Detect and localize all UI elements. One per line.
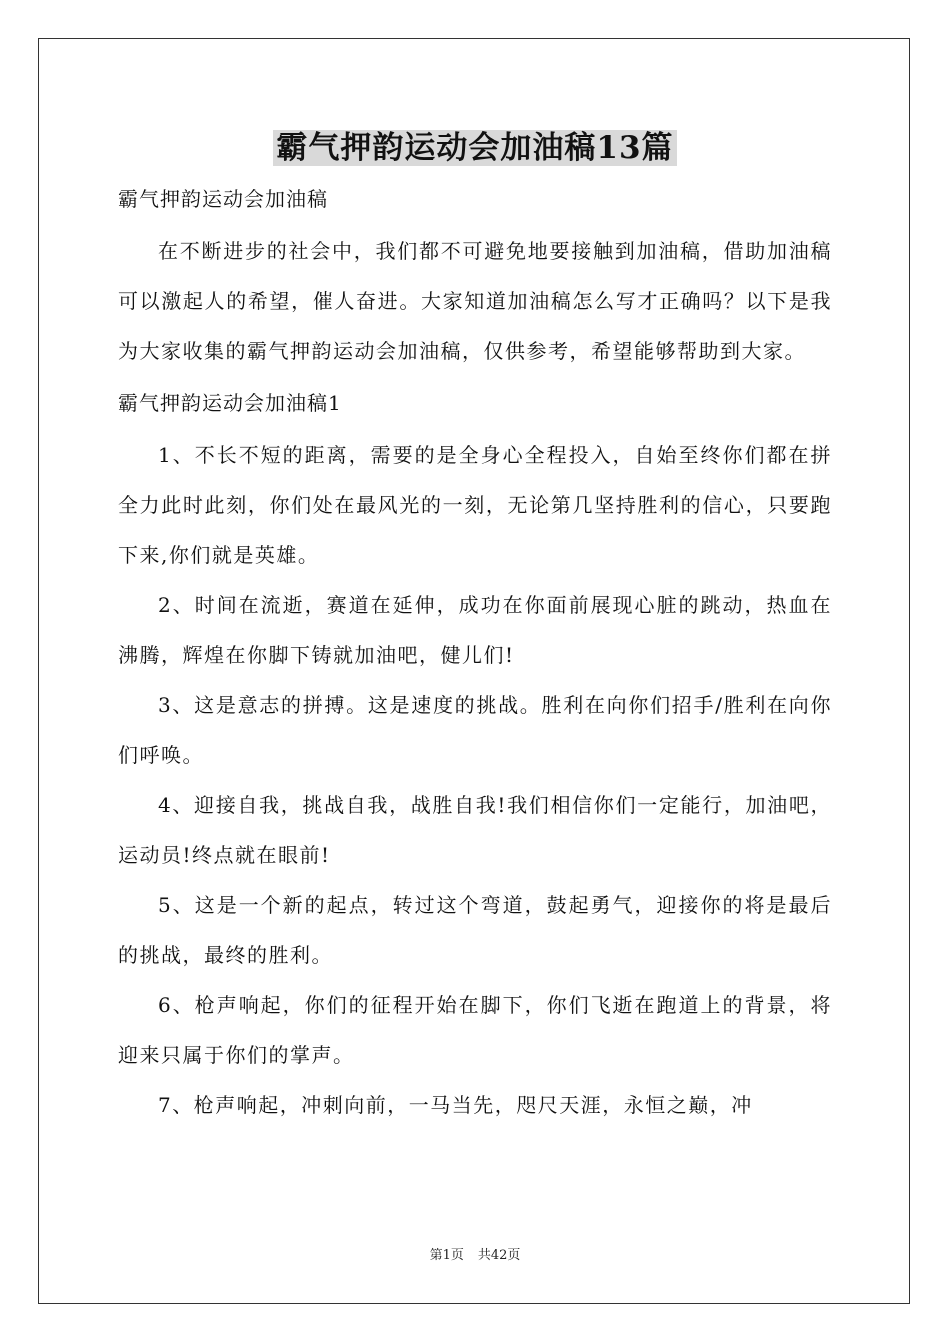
section-heading: 霸气押韵运动会加油稿1 [118,391,342,415]
cheer-paragraph-5: 5、这是一个新的起点，转过这个弯道，鼓起勇气，迎接你的将是最后的挑战，最终的胜利。 [118,893,832,967]
document-subtitle: 霸气押韵运动会加油稿 [118,187,328,211]
page-footer [0,1246,950,1266]
cheer-paragraph-7: 7、枪声响起，冲刺向前，一马当先，咫尺天涯，永恒之巅，冲 [158,1093,753,1117]
cheer-paragraph-2: 2、时间在流逝，赛道在延伸，成功在你面前展现心脏的跳动，热血在沸腾，辉煌在你脚下铸就加油吧，健儿们! [118,593,832,667]
cheer-paragraph-6: 6、枪声响起，你们的征程开始在脚下，你们飞逝在跑道上的背景，将迎来只属于你们的掌声。 [118,993,832,1067]
document-title [0,126,950,170]
cheer-paragraph-4: 4、迎接自我，挑战自我，战胜自我!我们相信你们一定能行，加油吧，运动员!终点就在眼前! [118,793,832,867]
intro-paragraph: 在不断进步的社会中，我们都不可避免地要接触到加油稿，借助加油稿可以激起人的希望，催人奋进。大家知道加油稿怎么写才正确吗？以下是我为大家收集的霸气押韵运动会加油稿，仅供参考，希望能够帮助到大家。 [118,239,832,363]
page-number: 第1页 [429,1248,464,1263]
document-title-text: 霸气押韵运动会加油稿13篇 [273,130,676,166]
cheer-paragraph-3: 3、这是意志的拼搏。这是速度的挑战。胜利在向你们招手/胜利在向你们呼唤。 [118,693,832,767]
page-total: 共42页 [477,1248,521,1263]
document-body [118,178,832,1130]
cheer-paragraph-1: 1、不长不短的距离，需要的是全身心全程投入，自始至终你们都在拼全力此时此刻，你们处在最风光的一刻，无论第几坚持胜利的信心，只要跑下来,你们就是英雄。 [118,443,832,567]
